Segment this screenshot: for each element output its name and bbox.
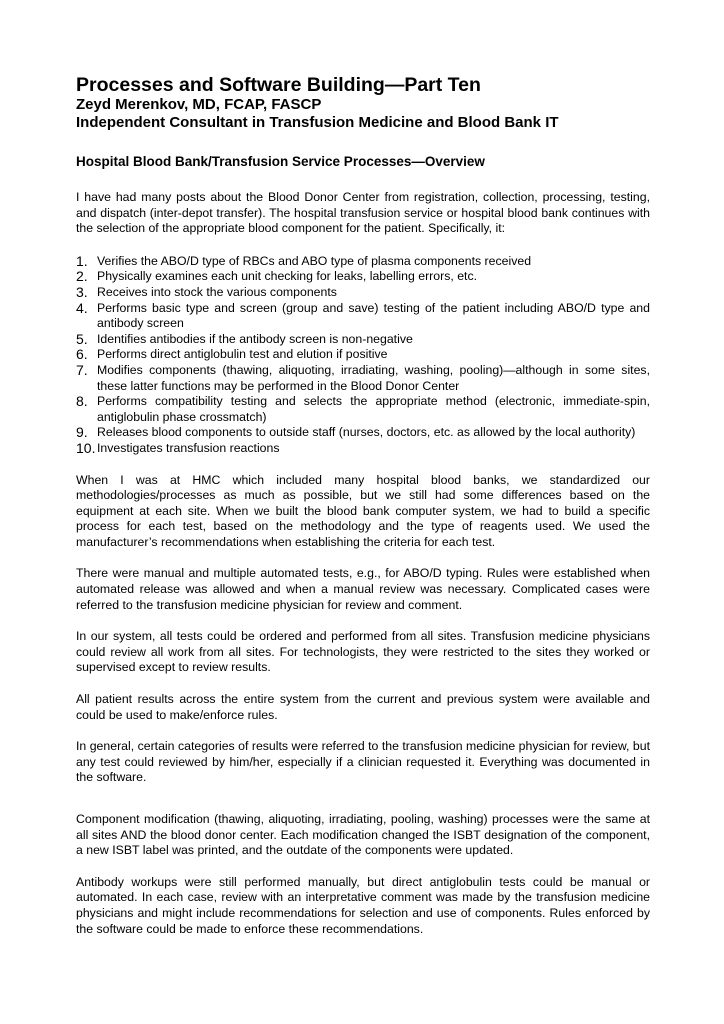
list-number: 2.	[76, 268, 88, 285]
list-text: Physically examines each unit checking for leaks, labelling errors, etc.	[97, 269, 478, 284]
list-text: Performs direct antiglobulin test and elution if positive	[97, 347, 388, 362]
list-text: Performs compatibility testing and selects the appropriate method (electronic, immediate-spin, antiglobulin phase crossmatch)	[97, 394, 650, 424]
document-page	[76, 74, 650, 937]
section-heading: Hospital Blood Bank/Transfusion Service Processes—Overview	[76, 154, 485, 169]
affiliation-line: Independent Consultant in Transfusion Medicine and Blood Bank IT	[76, 114, 559, 131]
intro-paragraph: I have had many posts about the Blood Donor Center from registration, collection, processing, testing, and dispatch (inter-depot transfer). The hospital transfusion service or hospital blood bank continues with the selection of the appropriate blood component for the patient. Specifically, it:	[76, 190, 650, 236]
list-number: 6.	[76, 346, 88, 363]
list-number: 1.	[76, 252, 88, 269]
list-item	[76, 441, 650, 457]
list-number: 8.	[76, 393, 88, 410]
body-paragraph: Antibody workups were still performed manually, but direct antiglobulin tests could be manual or automated. In each case, review with an interpretative comment was made by the transfusion medicine physicians and might include recommendations for selection and use of components. Rules enforced by the software could be made to enforce these recommendations.	[76, 874, 650, 936]
list-item	[76, 425, 650, 441]
document-title: Processes and Software Building—Part Ten	[76, 74, 481, 96]
list-text: Investigates transfusion reactions	[97, 440, 280, 455]
list-item	[76, 394, 650, 425]
body-paragraph: All patient results across the entire system from the current and previous system were available and could be used to make/enforce rules.	[76, 692, 650, 722]
list-text: Identifies antibodies if the antibody screen is non-negative	[97, 331, 413, 346]
list-item	[76, 301, 650, 332]
list-text: Modifies components (thawing, aliquoting, irradiating, washing, pooling)—although in some sites, these latter functions may be performed in the Blood Donor Center	[97, 362, 650, 393]
list-item	[76, 332, 650, 348]
list-number: 10.	[76, 439, 96, 456]
list-item	[76, 269, 650, 285]
list-item	[76, 347, 650, 363]
body-paragraph: When I was at HMC which included many hospital blood banks, we standardized our methodologies/processes as much as possible, but we still had some differences based on the equipment at each site. When we built the blood bank computer system, we had to build a specific process for each test, based on the methodology and the type of reagents used. We used the manufacturer’s recommendations when establishing the criteria for each test.	[76, 472, 650, 549]
list-text: Releases blood components to outside staff (nurses, doctors, etc. as allowed by the local authority)	[97, 425, 636, 440]
list-item	[76, 254, 650, 270]
list-text: Verifies the ABO/D type of RBCs and ABO type of plasma components received	[97, 253, 532, 268]
body-paragraph: Component modification (thawing, aliquoting, irradiating, pooling, washing) processes were the same at all sites AND the blood donor center. Each modification changed the ISBT designation of the component, a new ISBT label was printed, and the outdate of the components were updated.	[76, 812, 650, 858]
list-item	[76, 363, 650, 394]
list-number: 5.	[76, 330, 88, 347]
list-text: Performs basic type and screen (group and save) testing of the patient including ABO/D type and antibody screen	[97, 300, 650, 331]
list-item	[76, 285, 650, 301]
list-number: 9.	[76, 424, 88, 441]
list-number: 4.	[76, 299, 88, 316]
process-list	[76, 254, 650, 457]
list-number: 3.	[76, 283, 88, 300]
list-text: Receives into stock the various components	[97, 284, 337, 299]
author-line: Zeyd Merenkov, MD, FCAP, FASCP	[76, 96, 322, 113]
list-number: 7.	[76, 361, 88, 378]
body-paragraph: In our system, all tests could be ordered and performed from all sites. Transfusion medicine physicians could review all work from all sites. For technologists, they were restricted to the sites they worked or supervised except to review results.	[76, 629, 650, 675]
body-paragraph: In general, certain categories of results were referred to the transfusion medicine physician for review, but any test could reviewed by him/her, especially if a clinician requested it. Everything was documented in the software.	[76, 739, 650, 785]
body-paragraph: There were manual and multiple automated tests, e.g., for ABO/D typing. Rules were established when automated release was allowed and when a manual review was necessary. Complicated cases were referred to the transfusion medicine physician for review and comment.	[76, 566, 650, 612]
